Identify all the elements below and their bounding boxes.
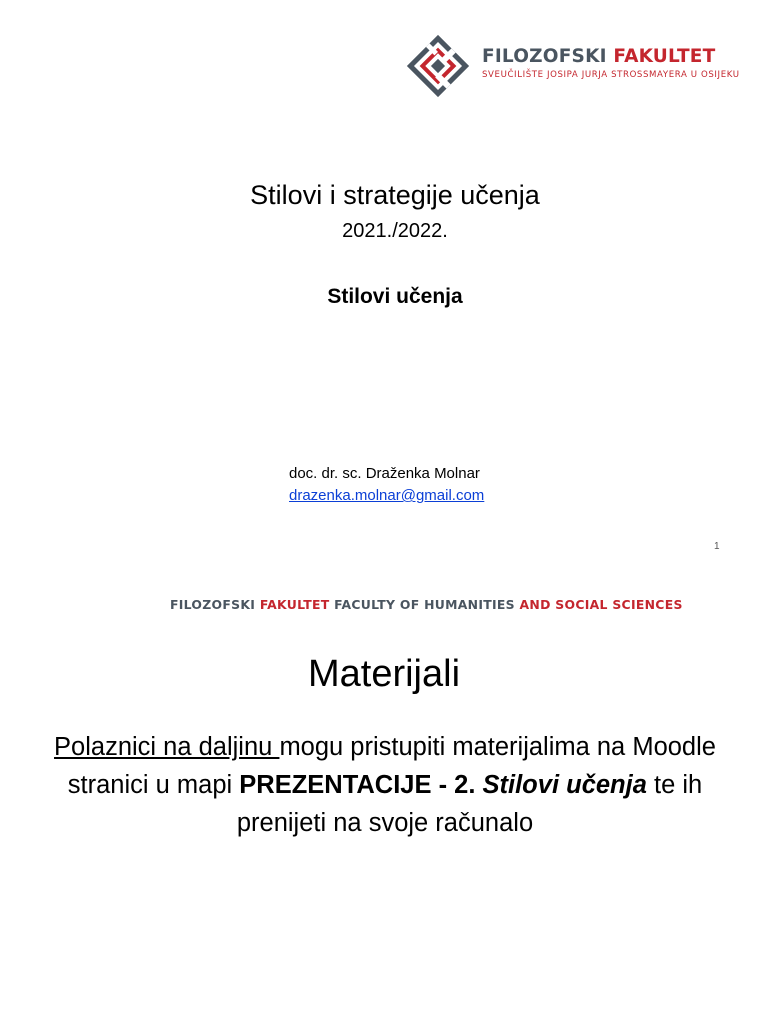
header-part2: FAKULTET: [259, 597, 330, 612]
academic-year: 2021./2022.: [342, 220, 448, 242]
faculty-logo-text: [482, 46, 740, 81]
faculty-header-band: [170, 597, 683, 612]
slide-title: Materijali: [307, 653, 461, 695]
course-title: Stilovi i strategije učenja: [250, 180, 540, 210]
faculty-name: [482, 46, 740, 68]
body-bold-italic-text: Stilovi učenja: [482, 771, 647, 799]
faculty-logo: [404, 32, 749, 100]
materials-slide: [0, 570, 768, 1024]
header-part1: FILOZOFSKI: [170, 597, 256, 612]
header-part4: AND SOCIAL SCIENCES: [519, 597, 683, 612]
body-underlined-text: Polaznici na daljinu: [54, 733, 280, 761]
body-text-1: mogu pristupiti materijalima na Moodle stranici u mapi: [67, 733, 716, 799]
header-part3: FACULTY OF HUMANITIES: [334, 597, 515, 612]
page-number: 1: [714, 541, 720, 552]
faculty-logo-icon: [404, 32, 472, 100]
university-name: SVEUČILIŠTE JOSIPA JURJA STROSSMAYERA U OSIJEKU: [482, 70, 740, 80]
author-block: [289, 463, 484, 507]
faculty-name-part1: FILOZOFSKI: [482, 46, 607, 67]
body-bold-text: PREZENTACIJE - 2.: [239, 771, 476, 799]
body-paragraph: [40, 728, 730, 842]
author-email-link[interactable]: drazenka.molnar@gmail.com: [289, 487, 485, 504]
faculty-name-part2: FAKULTET: [613, 46, 716, 67]
author-name: doc. dr. sc. Draženka Molnar: [289, 465, 480, 482]
body-text-2: te ih prenijeti na svoje računalo: [236, 771, 703, 837]
lecture-title: Stilovi učenja: [327, 285, 463, 308]
